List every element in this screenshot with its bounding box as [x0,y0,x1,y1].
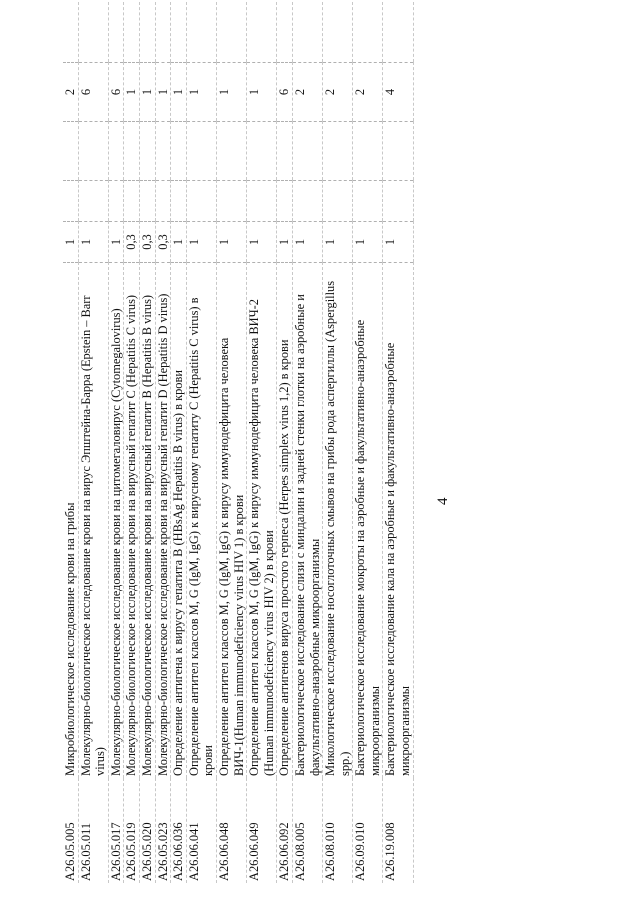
cell-code: A26.05.020 [139,778,155,883]
cell-name: Молекулярно-биологическое исследование крови на вирусный гепатит В (Hepatitis B virus) [139,263,155,779]
cell-c3 [383,122,413,181]
cell-c4: 2 [292,63,322,122]
cell-c1: 1 [323,222,353,263]
cell-c3 [292,122,322,181]
cell-name: Молекулярно-биологическое исследование крови на вирусный гепатит С (Hepatitis C virus) [124,263,140,779]
cell-c3 [139,122,155,181]
cell-name: Определение антител классов M, G (IgM, IgG) к вирусу иммунодефицита человека ВИЧ-2 (Human immunodeficiency virus HIV 2) в крови [247,263,277,779]
cell-name: Бактериологическое исследование слизи с миндалин и задней стенки глотки на аэробные и факультативно-анаэробные микроорганизмы [292,263,322,779]
table-row [171,2,187,883]
cell-c4: 1 [186,63,216,122]
cell-c5 [171,2,187,63]
cell-c2 [155,181,171,222]
cell-c4: 1 [139,63,155,122]
cell-c1: 1 [78,222,108,263]
services-table [63,2,414,883]
cell-c1: 0,3 [155,222,171,263]
cell-c4: 2 [63,63,78,122]
cell-c2 [383,181,413,222]
cell-code: A26.08.005 [292,778,322,883]
cell-c1: 0,3 [139,222,155,263]
cell-c5 [63,2,78,63]
cell-c5 [124,2,140,63]
cell-c2 [108,181,124,222]
cell-c2 [186,181,216,222]
cell-code: A26.06.048 [216,778,246,883]
cell-c1: 1 [292,222,322,263]
cell-code: A26.06.092 [277,778,293,883]
table-row [139,2,155,883]
table-row [292,2,322,883]
page-number: 4 [435,497,451,505]
cell-c5 [186,2,216,63]
cell-c3 [216,122,246,181]
cell-c1: 1 [277,222,293,263]
table-row [63,2,78,883]
cell-c1: 1 [171,222,187,263]
cell-c5 [247,2,277,63]
cell-name: Молекулярно-биологическое исследование крови на вирусный гепатит D (Hepatitis D virus) [155,263,171,779]
cell-c4: 4 [383,63,413,122]
cell-c2 [124,181,140,222]
cell-c1: 1 [216,222,246,263]
cell-name: Определение антител классов M, G (IgM, IgG) к вирусному гепатиту С (Hepatitis C virus) в крови [186,263,216,779]
cell-c4: 1 [124,63,140,122]
cell-c5 [216,2,246,63]
cell-c2 [247,181,277,222]
cell-c2 [353,181,383,222]
cell-c4: 6 [277,63,293,122]
cell-c3 [353,122,383,181]
cell-c5 [323,2,353,63]
cell-c3 [323,122,353,181]
cell-c4: 2 [323,63,353,122]
cell-name: Микробиологическое исследование крови на грибы [63,263,78,779]
cell-code: A26.08.010 [323,778,353,883]
table-row [108,2,124,883]
table-row [383,2,413,883]
cell-c1: 1 [353,222,383,263]
cell-name: Бактериологическое исследование кала на аэробные и факультативно-анаэробные микроорганизмы [383,263,413,779]
cell-c4: 6 [78,63,108,122]
cell-c5 [277,2,293,63]
table-row [78,2,108,883]
cell-code: A26.06.036 [171,778,187,883]
cell-name: Бактериологическое исследование мокроты на аэробные и факультативно-анаэробные микроорганизмы [353,263,383,779]
cell-c3 [78,122,108,181]
cell-c2 [216,181,246,222]
cell-c2 [78,181,108,222]
cell-c2 [171,181,187,222]
cell-c4: 1 [171,63,187,122]
table-row [186,2,216,883]
cell-code: A26.19.008 [383,778,413,883]
cell-name: Определение антигенов вируса простого герпеса (Herpes simplex virus 1,2) в крови [277,263,293,779]
cell-c3 [155,122,171,181]
cell-c1: 1 [247,222,277,263]
cell-code: A26.05.011 [78,778,108,883]
cell-name: Молекулярно-биологическое исследование крови на вирус Эпштейна-Барра (Epstein – Barr virus) [78,263,108,779]
cell-code: A26.05.023 [155,778,171,883]
cell-c5 [383,2,413,63]
cell-c4: 1 [247,63,277,122]
cell-name: Определение антител классов M, G (IgM, IgG) к вирусу иммунодефицита человека ВИЧ-1(Human immunodeficiency virus HIV 1) в крови [216,263,246,779]
cell-code: A26.06.049 [247,778,277,883]
table-row [277,2,293,883]
cell-c3 [247,122,277,181]
table-row [155,2,171,883]
cell-c5 [353,2,383,63]
cell-c3 [124,122,140,181]
cell-c4: 1 [216,63,246,122]
cell-c1: 1 [63,222,78,263]
cell-c2 [277,181,293,222]
cell-c2 [139,181,155,222]
cell-c1: 1 [383,222,413,263]
rotated-page [48,35,620,883]
cell-c4: 1 [155,63,171,122]
table-row [124,2,140,883]
cell-code: A26.05.017 [108,778,124,883]
cell-c2 [292,181,322,222]
cell-c2 [63,181,78,222]
cell-code: A26.05.019 [124,778,140,883]
cell-name: Микологическое исследование носоглоточных смывов на грибы рода аспергиллы (Aspergillus spp.) [323,263,353,779]
cell-c5 [292,2,322,63]
cell-c3 [63,122,78,181]
cell-c1: 0,3 [124,222,140,263]
cell-c3 [186,122,216,181]
cell-c4: 6 [108,63,124,122]
cell-c5 [108,2,124,63]
cell-c5 [78,2,108,63]
table-row [323,2,353,883]
cell-c1: 1 [186,222,216,263]
cell-name: Определение антигена к вирусу гепатита В (HBsAg Hepatitis B virus) в крови [171,263,187,779]
table-row [353,2,383,883]
cell-c3 [277,122,293,181]
cell-code: A26.06.041 [186,778,216,883]
cell-c3 [171,122,187,181]
cell-name: Молекулярно-биологическое исследование крови на цитомегаловирус (Cytomegalovirus) [108,263,124,779]
cell-c1: 1 [108,222,124,263]
cell-c4: 2 [353,63,383,122]
table-row [247,2,277,883]
cell-code: A26.09.010 [353,778,383,883]
table-row [216,2,246,883]
cell-code: A26.05.005 [63,778,78,883]
cell-c5 [139,2,155,63]
table-body [63,2,413,883]
cell-c5 [155,2,171,63]
cell-c3 [108,122,124,181]
cell-c2 [323,181,353,222]
